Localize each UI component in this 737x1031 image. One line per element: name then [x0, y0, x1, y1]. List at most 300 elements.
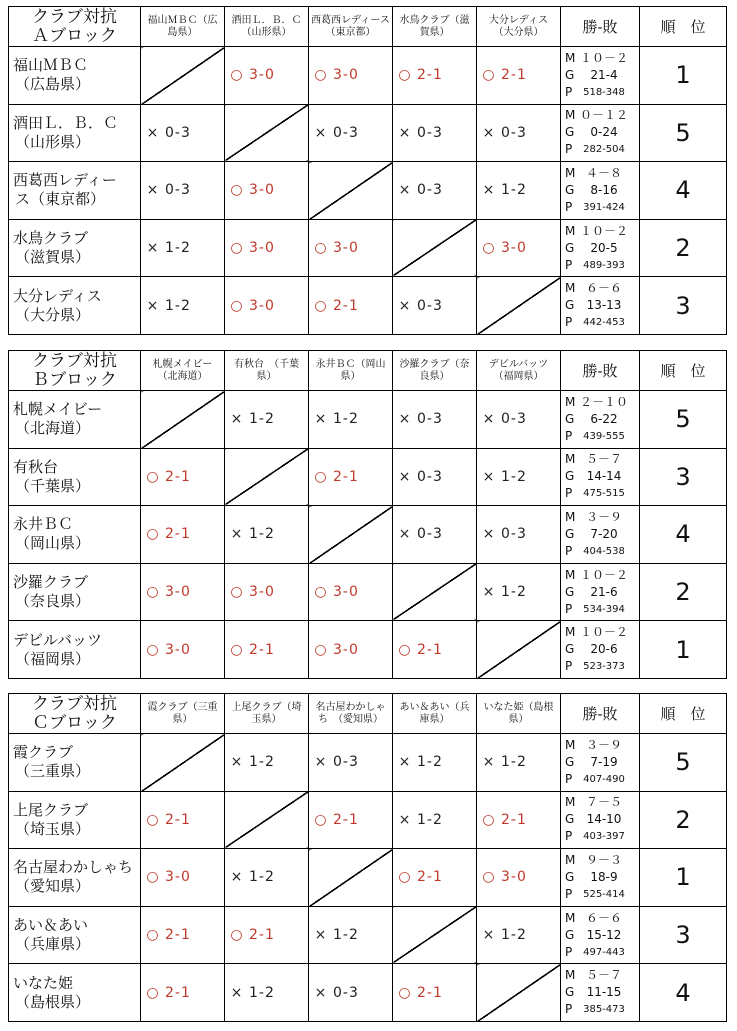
record-label: P: [565, 315, 573, 330]
opponent-header: 霞クラブ（三重県）: [141, 694, 225, 734]
match-score: 1-2: [165, 297, 191, 314]
team-row: [9, 47, 727, 105]
loss-cross-icon: ×: [146, 297, 160, 314]
record-value: １０－２: [579, 567, 628, 582]
record-value: １０－２: [579, 223, 628, 238]
match-result-cell: [141, 448, 225, 506]
team-name: 福山ＭＢＣ: [13, 56, 89, 75]
match-result-cell: [477, 47, 561, 105]
record-label: M: [565, 852, 576, 867]
match-result-cell: [309, 47, 393, 105]
record-label: P: [565, 1002, 573, 1017]
team-name: 大分レディス: [13, 286, 102, 305]
record-value: 21-6: [590, 584, 618, 599]
record-label: P: [565, 486, 573, 501]
record-value: 13-13: [586, 298, 622, 313]
loss-cross-icon: ×: [146, 182, 160, 199]
rank-header: 順 位: [640, 7, 727, 47]
match-result-cell: [393, 277, 477, 335]
win-circle-icon: ○: [398, 67, 412, 84]
record-line: [565, 50, 639, 67]
record-value: 20-6: [590, 642, 618, 657]
team-prefecture: （島根県）: [15, 992, 91, 1011]
match-result-cell: [393, 849, 477, 907]
record-cell: [561, 734, 640, 792]
opponent-header: 大分レディス（大分県）: [477, 7, 561, 47]
record-line: [565, 828, 639, 845]
match-result-cell: [393, 791, 477, 849]
record-label: P: [565, 659, 573, 674]
team-name-cell: [9, 734, 141, 792]
team-name-cell: [9, 621, 141, 679]
team-name: 有秋台: [13, 457, 59, 476]
record-label: M: [565, 625, 576, 640]
team-rank: 2: [640, 219, 727, 277]
record-line: [565, 124, 639, 141]
record-value: 15-12: [586, 927, 622, 942]
match-score: 3-0: [249, 182, 275, 199]
team-name-cell: [9, 849, 141, 907]
match-score: 0-3: [501, 124, 527, 141]
self-match-cell: [225, 448, 309, 506]
record-line: [565, 182, 639, 199]
record-line: [565, 509, 639, 526]
opponent-header: デビルバッツ（福岡県）: [477, 351, 561, 391]
match-result-cell: [309, 791, 393, 849]
match-result-cell: [393, 162, 477, 220]
team-prefecture: （北海道）: [15, 419, 91, 438]
team-name: 霞クラブ: [13, 743, 74, 762]
loss-cross-icon: ×: [482, 927, 496, 944]
team-rank: 1: [640, 621, 727, 679]
match-result-cell: [477, 162, 561, 220]
match-result-cell: [225, 849, 309, 907]
record-label: G: [565, 240, 575, 255]
record-line: [565, 567, 639, 584]
team-rank: 5: [640, 104, 727, 162]
record-line: [565, 584, 639, 601]
team-name: 上尾クラブ: [13, 800, 89, 819]
match-result-cell: [141, 104, 225, 162]
record-value: ７－５: [585, 795, 622, 810]
win-circle-icon: ○: [230, 67, 244, 84]
self-match-cell: [393, 563, 477, 621]
match-result-cell: [141, 162, 225, 220]
match-result-cell: [477, 104, 561, 162]
record-label: M: [565, 509, 576, 524]
match-result-cell: [141, 964, 225, 1022]
opponent-header: いなた姫（島根県）: [477, 694, 561, 734]
record-value: 439-555: [583, 430, 625, 442]
record-label: P: [565, 199, 573, 214]
block-title-line: クラブ対抗: [32, 6, 117, 27]
team-name: 永井ＢＣ: [13, 515, 74, 534]
record-cell: [561, 506, 640, 564]
opponent-header: あい＆あい（兵庫県）: [393, 694, 477, 734]
loss-cross-icon: ×: [398, 411, 412, 428]
match-score: 0-3: [417, 124, 443, 141]
block-table: [8, 350, 727, 679]
team-prefecture: （兵庫県）: [15, 935, 91, 954]
record-value: 7-20: [590, 526, 618, 541]
match-result-cell: [141, 506, 225, 564]
header-row: [9, 351, 727, 391]
team-row: [9, 162, 727, 220]
record-value: ９－３: [585, 852, 622, 867]
record-cell: [561, 391, 640, 449]
match-result-cell: [309, 563, 393, 621]
record-line: [565, 641, 639, 658]
win-circle-icon: ○: [230, 240, 244, 257]
match-score: 3-0: [249, 67, 275, 84]
match-score: 1-2: [165, 240, 191, 257]
loss-cross-icon: ×: [482, 526, 496, 543]
win-circle-icon: ○: [314, 67, 328, 84]
record-line: [565, 794, 639, 811]
team-rank: 1: [640, 47, 727, 105]
team-row: [9, 448, 727, 506]
record-cell: [561, 849, 640, 907]
record-value: ５－７: [585, 968, 622, 983]
match-result-cell: [477, 448, 561, 506]
team-row: [9, 277, 727, 335]
record-value: ４－８: [585, 165, 622, 180]
match-score: 0-3: [333, 754, 359, 771]
match-score: 3-0: [165, 869, 191, 886]
opponent-header: 上尾クラブ（埼玉県）: [225, 694, 309, 734]
record-label: M: [565, 795, 576, 810]
match-score: 2-1: [417, 641, 443, 658]
record-value: 489-393: [583, 259, 625, 271]
team-row: [9, 104, 727, 162]
match-score: 1-2: [501, 468, 527, 485]
record-cell: [561, 277, 640, 335]
record-label: P: [565, 142, 573, 157]
team-prefecture: ス（東京都）: [15, 190, 106, 209]
win-circle-icon: ○: [398, 984, 412, 1001]
win-circle-icon: ○: [230, 927, 244, 944]
win-circle-icon: ○: [230, 584, 244, 601]
loss-cross-icon: ×: [482, 411, 496, 428]
match-score: 2-1: [333, 297, 359, 314]
win-circle-icon: ○: [230, 182, 244, 199]
win-circle-icon: ○: [146, 526, 160, 543]
record-cell: [561, 964, 640, 1022]
match-score: 1-2: [249, 411, 275, 428]
loss-cross-icon: ×: [482, 124, 496, 141]
record-line: [565, 451, 639, 468]
match-result-cell: [141, 906, 225, 964]
team-name: デビルバッツ: [13, 630, 102, 649]
record-value: 282-504: [583, 144, 625, 156]
team-row: [9, 964, 727, 1022]
loss-cross-icon: ×: [314, 124, 328, 141]
team-name-cell: [9, 448, 141, 506]
record-label: P: [565, 944, 573, 959]
match-result-cell: [393, 448, 477, 506]
record-line: [565, 754, 639, 771]
match-result-cell: [225, 162, 309, 220]
self-match-cell: [141, 734, 225, 792]
self-match-cell: [309, 162, 393, 220]
team-rank: 1: [640, 849, 727, 907]
record-cell: [561, 219, 640, 277]
record-line: [565, 927, 639, 944]
win-circle-icon: ○: [146, 927, 160, 944]
match-score: 2-1: [417, 67, 443, 84]
team-name: 札幌メイビー: [13, 400, 103, 419]
match-result-cell: [393, 104, 477, 162]
team-prefecture: （滋賀県）: [15, 248, 91, 267]
win-circle-icon: ○: [482, 811, 496, 828]
match-result-cell: [393, 47, 477, 105]
team-rank: 2: [640, 791, 727, 849]
loss-cross-icon: ×: [146, 124, 160, 141]
record-value: ５－７: [585, 452, 622, 467]
record-label: G: [565, 411, 575, 426]
record-label: G: [565, 526, 575, 541]
self-match-cell: [225, 104, 309, 162]
record-label: G: [565, 642, 575, 657]
record-label: P: [565, 428, 573, 443]
win-circle-icon: ○: [314, 468, 328, 485]
record-label: M: [565, 567, 576, 582]
block-title-line: クラブ対抗: [32, 693, 117, 714]
win-circle-icon: ○: [314, 240, 328, 257]
record-label: G: [565, 469, 575, 484]
record-line: [565, 394, 639, 411]
self-match-cell: [477, 277, 561, 335]
record-line: [565, 624, 639, 641]
match-result-cell: [141, 621, 225, 679]
team-name: 酒田Ｌ．Ｂ．Ｃ: [13, 113, 119, 132]
record-line: [565, 240, 639, 257]
match-score: 0-3: [165, 124, 191, 141]
record-value: 21-4: [590, 67, 618, 82]
win-circle-icon: ○: [146, 869, 160, 886]
record-label: M: [565, 910, 576, 925]
record-line: [565, 771, 639, 788]
match-result-cell: [309, 964, 393, 1022]
win-circle-icon: ○: [398, 869, 412, 886]
team-prefecture: （奈良県）: [15, 592, 91, 611]
loss-cross-icon: ×: [398, 811, 412, 828]
win-circle-icon: ○: [314, 811, 328, 828]
record-value: 8-16: [590, 182, 618, 197]
win-circle-icon: ○: [230, 641, 244, 658]
match-score: 1-2: [501, 754, 527, 771]
team-rank: 4: [640, 964, 727, 1022]
team-name-cell: [9, 219, 141, 277]
match-score: 2-1: [501, 811, 527, 828]
match-score: 0-3: [333, 984, 359, 1001]
win-circle-icon: ○: [398, 641, 412, 658]
team-name-cell: [9, 964, 141, 1022]
match-result-cell: [225, 391, 309, 449]
record-line: [565, 967, 639, 984]
record-value: ６－６: [585, 910, 622, 925]
record-label: P: [565, 257, 573, 272]
match-result-cell: [225, 621, 309, 679]
record-value: ３－９: [585, 737, 622, 752]
match-score: 1-2: [417, 811, 443, 828]
self-match-cell: [225, 791, 309, 849]
record-line: [565, 869, 639, 886]
record-label: G: [565, 869, 575, 884]
record-line: [565, 468, 639, 485]
team-name-cell: [9, 47, 141, 105]
team-name-cell: [9, 162, 141, 220]
team-row: [9, 506, 727, 564]
record-label: G: [565, 125, 575, 140]
record-value: 442-453: [583, 317, 625, 329]
match-score: 2-1: [249, 641, 275, 658]
record-label: P: [565, 601, 573, 616]
self-match-cell: [141, 47, 225, 105]
record-label: G: [565, 182, 575, 197]
match-score: 2-1: [333, 811, 359, 828]
match-score: 2-1: [249, 927, 275, 944]
team-rank: 3: [640, 277, 727, 335]
self-match-cell: [309, 506, 393, 564]
record-cell: [561, 162, 640, 220]
team-name: あい＆あい: [13, 916, 89, 935]
record-line: [565, 886, 639, 903]
match-score: 0-3: [417, 182, 443, 199]
self-match-cell: [477, 621, 561, 679]
record-label: G: [565, 812, 575, 827]
loss-cross-icon: ×: [482, 468, 496, 485]
opponent-header: 福山ＭＢＣ（広島県）: [141, 7, 225, 47]
win-circle-icon: ○: [146, 641, 160, 658]
record-label: P: [565, 84, 573, 99]
record-value: 11-15: [586, 985, 622, 1000]
record-value: ０－１２: [579, 108, 628, 123]
record-line: [565, 601, 639, 618]
record-label: G: [565, 67, 575, 82]
team-prefecture: （山形県）: [15, 132, 91, 151]
team-name-cell: [9, 906, 141, 964]
win-circle-icon: ○: [146, 584, 160, 601]
record-cell: [561, 906, 640, 964]
record-line: [565, 297, 639, 314]
record-label: M: [565, 108, 576, 123]
record-header: 勝-敗: [561, 694, 640, 734]
self-match-cell: [393, 906, 477, 964]
record-label: M: [565, 968, 576, 983]
record-value: 7-19: [590, 754, 618, 769]
match-score: 1-2: [333, 411, 359, 428]
match-result-cell: [477, 734, 561, 792]
record-label: G: [565, 754, 575, 769]
team-name-cell: [9, 104, 141, 162]
record-value: 525-414: [583, 888, 625, 900]
loss-cross-icon: ×: [230, 984, 244, 1001]
match-result-cell: [309, 219, 393, 277]
record-value: ３－９: [585, 509, 622, 524]
team-prefecture: （福岡県）: [15, 649, 91, 668]
match-score: 3-0: [333, 240, 359, 257]
record-line: [565, 257, 639, 274]
win-circle-icon: ○: [230, 297, 244, 314]
match-result-cell: [309, 734, 393, 792]
match-score: 1-2: [249, 526, 275, 543]
match-score: 1-2: [249, 754, 275, 771]
match-result-cell: [225, 964, 309, 1022]
team-name-cell: [9, 563, 141, 621]
record-value: 14-10: [586, 812, 622, 827]
record-value: 523-373: [583, 661, 625, 673]
match-result-cell: [141, 277, 225, 335]
win-circle-icon: ○: [314, 297, 328, 314]
team-name: いなた姫: [13, 973, 74, 992]
win-circle-icon: ○: [314, 584, 328, 601]
record-value: ６－６: [585, 281, 622, 296]
match-result-cell: [393, 964, 477, 1022]
team-row: [9, 734, 727, 792]
record-label: M: [565, 452, 576, 467]
win-circle-icon: ○: [482, 67, 496, 84]
match-score: 0-3: [417, 411, 443, 428]
match-score: 1-2: [417, 754, 443, 771]
opponent-header: 酒田Ｌ．Ｂ．Ｃ（山形県）: [225, 7, 309, 47]
self-match-cell: [477, 964, 561, 1022]
match-score: 0-3: [333, 124, 359, 141]
record-label: P: [565, 829, 573, 844]
match-result-cell: [477, 791, 561, 849]
record-line: [565, 223, 639, 240]
team-name: 西葛西レディー: [13, 171, 117, 190]
match-result-cell: [225, 219, 309, 277]
team-row: [9, 219, 727, 277]
record-line: [565, 428, 639, 445]
match-score: 3-0: [165, 584, 191, 601]
loss-cross-icon: ×: [314, 411, 328, 428]
win-circle-icon: ○: [146, 468, 160, 485]
match-score: 0-3: [501, 411, 527, 428]
header-row: [9, 7, 727, 47]
record-cell: [561, 791, 640, 849]
record-line: [565, 811, 639, 828]
record-label: P: [565, 886, 573, 901]
record-value: 534-394: [583, 603, 625, 615]
record-line: [565, 658, 639, 675]
record-label: M: [565, 223, 576, 238]
match-score: 2-1: [333, 468, 359, 485]
record-line: [565, 543, 639, 560]
team-rank: 2: [640, 563, 727, 621]
loss-cross-icon: ×: [398, 297, 412, 314]
win-circle-icon: ○: [482, 240, 496, 257]
match-result-cell: [141, 791, 225, 849]
record-header: 勝-敗: [561, 7, 640, 47]
loss-cross-icon: ×: [482, 182, 496, 199]
match-score: 3-0: [501, 869, 527, 886]
record-line: [565, 199, 639, 216]
match-score: 0-3: [417, 526, 443, 543]
record-value: 391-424: [583, 201, 625, 213]
record-label: M: [565, 50, 576, 65]
match-result-cell: [225, 563, 309, 621]
opponent-header: 有秋台 （千葉県）: [225, 351, 309, 391]
team-prefecture: （大分県）: [15, 305, 91, 324]
block-table: [8, 693, 727, 1022]
rank-header: 順 位: [640, 694, 727, 734]
opponent-header: 西葛西レディース （東京都）: [309, 7, 393, 47]
match-result-cell: [477, 506, 561, 564]
record-line: [565, 852, 639, 869]
loss-cross-icon: ×: [398, 124, 412, 141]
